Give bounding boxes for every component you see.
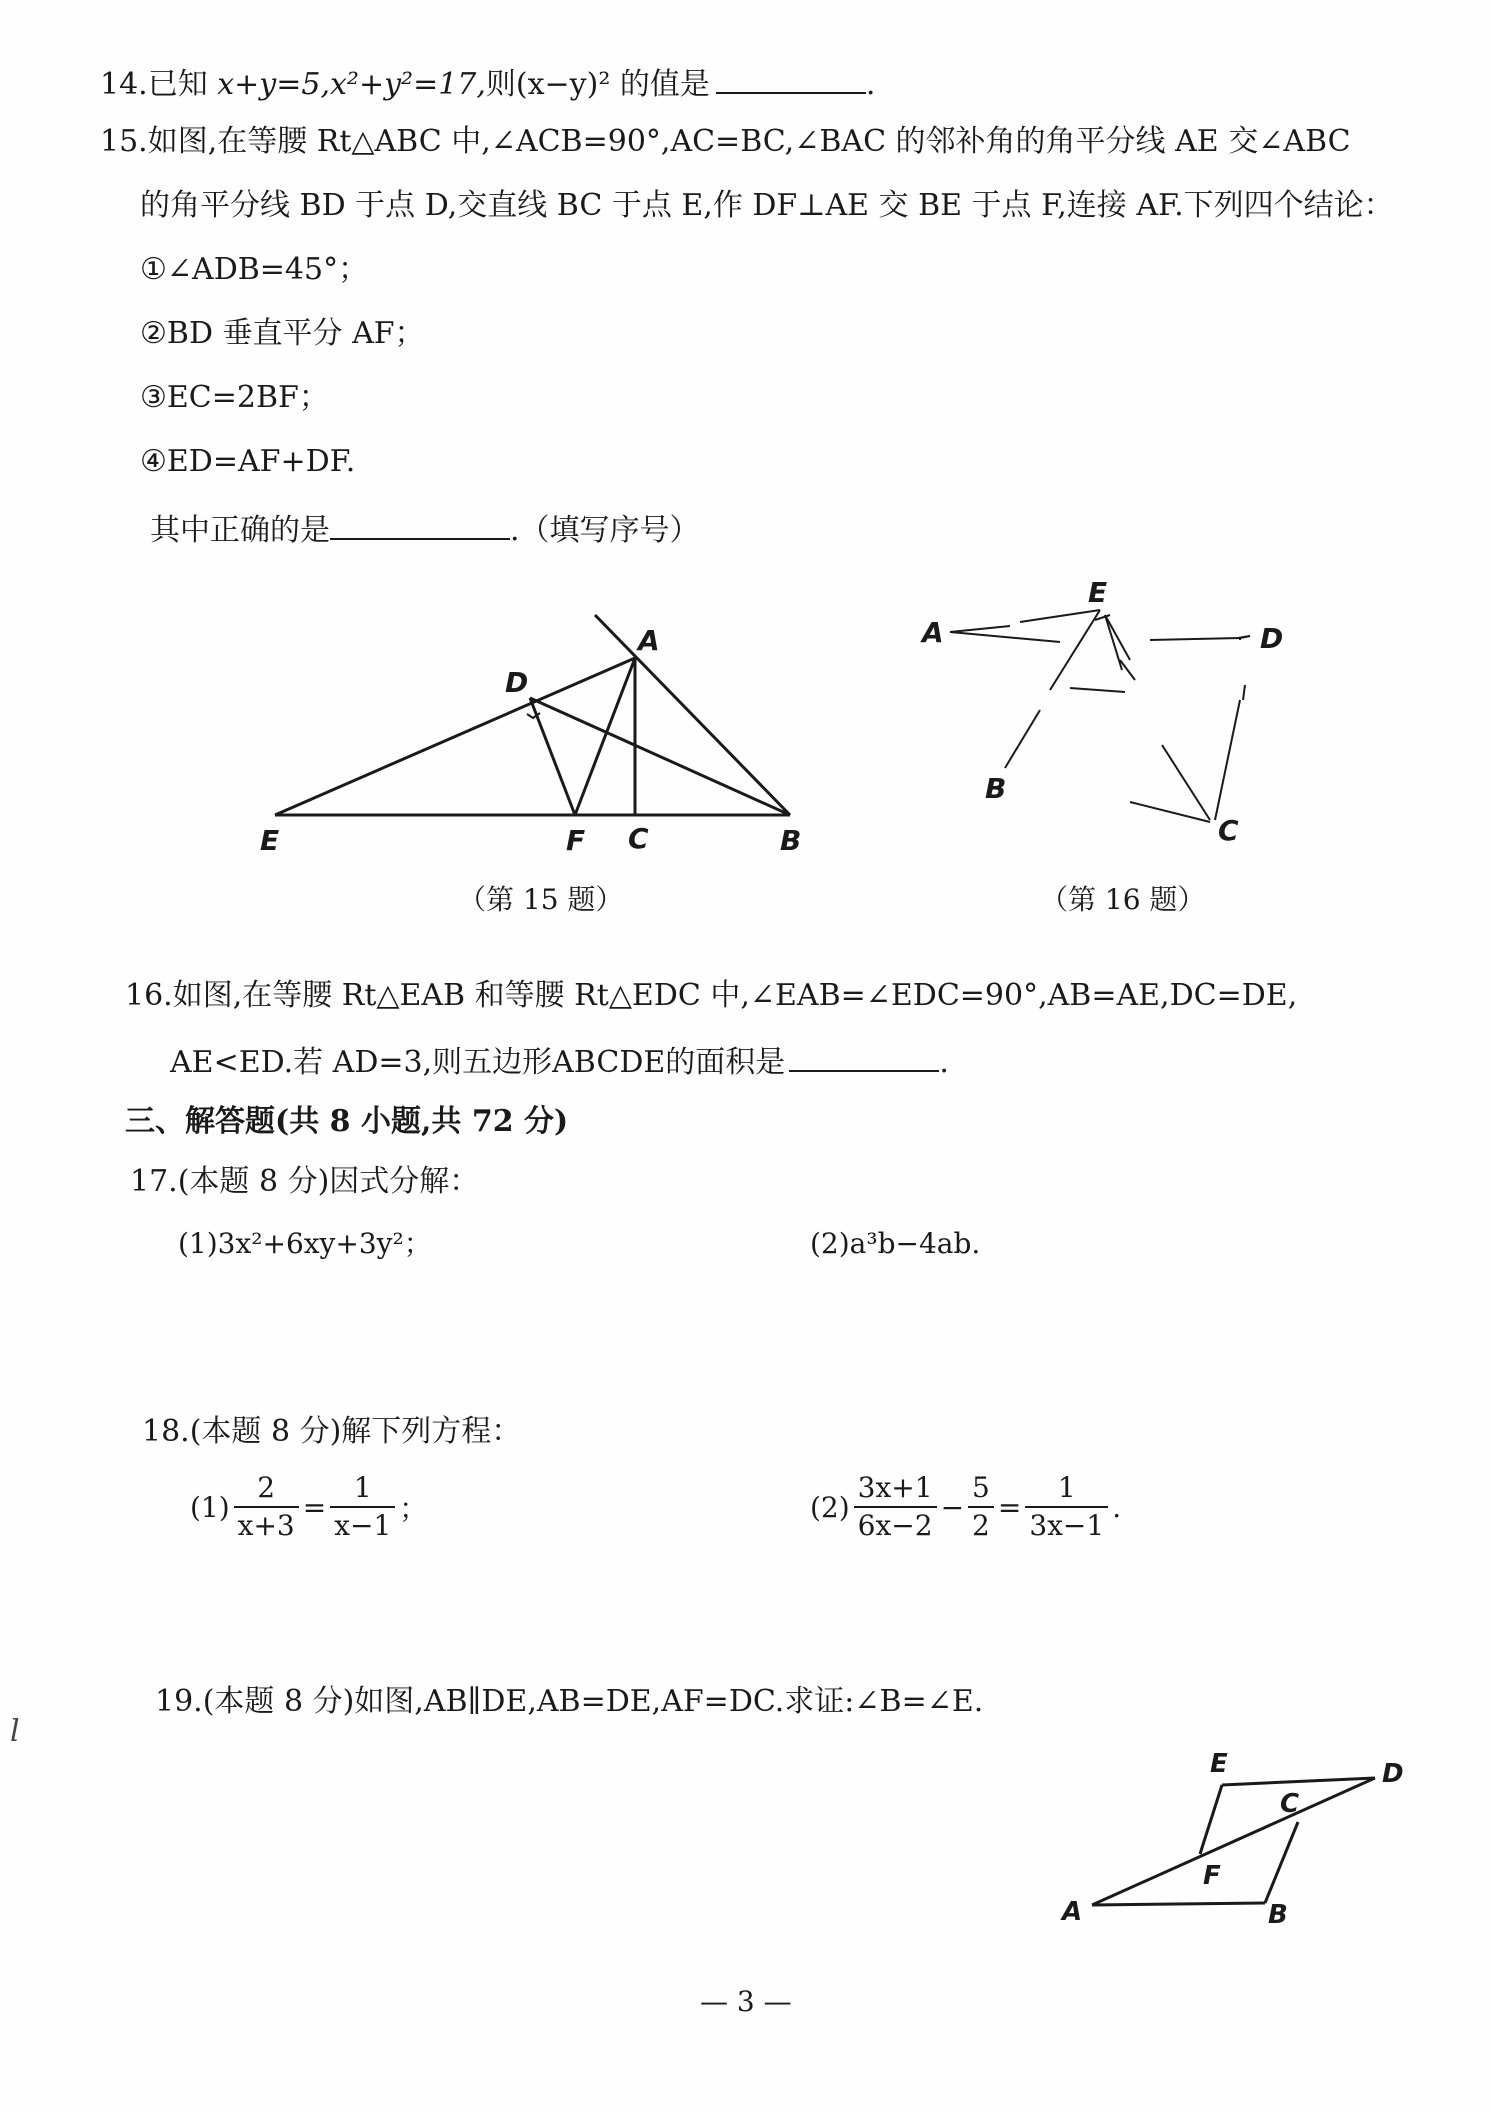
denominator: 6x−2: [857, 1509, 933, 1542]
q18-p1-label: (1): [190, 1490, 230, 1524]
q15-item-2: ②BD 垂直平分 AF；: [140, 316, 425, 351]
q16-line2-suffix: .: [939, 1045, 949, 1080]
q14-math: x+y=5,x²+y²=17,: [217, 67, 486, 102]
q16-answer-blank[interactable]: [789, 1040, 939, 1072]
fig15-label-d: D: [505, 666, 529, 699]
q16-line2: [170, 1040, 949, 1083]
fraction: [330, 1470, 395, 1544]
q15-answer-line: [150, 508, 700, 551]
q18-p2-label: (2): [810, 1490, 850, 1524]
q16-line1: 16.如图,在等腰 Rt△EAB 和等腰 Rt△EDC 中,∠EAB=∠EDC=90°,AB=AE,DC=DE,: [125, 978, 1298, 1013]
q18-p2-end: .: [1112, 1490, 1122, 1524]
q18-equation-1: [190, 1470, 427, 1544]
fraction: [968, 1470, 994, 1544]
numerator: 1: [330, 1470, 395, 1508]
fig16-label-b: B: [985, 772, 1007, 805]
q15-answer-suffix: .（填写序号）: [510, 513, 700, 548]
fig16-label-e: E: [1088, 576, 1108, 609]
q15-line1: 15.如图,在等腰 Rt△ABC 中,∠ACB=90°,AC=BC,∠BAC 的邻补角的角平分线 AE 交∠ABC: [100, 124, 1351, 159]
margin-mark: l: [10, 1714, 20, 1749]
q14-end: .: [865, 67, 876, 102]
numerator: 1: [1025, 1470, 1108, 1508]
q15-item-1: ①∠ADB=45°；: [140, 252, 369, 287]
denominator: 3x−1: [1029, 1509, 1105, 1542]
section-3-heading: 三、解答题(共 8 小题,共 72 分): [125, 1104, 569, 1139]
fig16-label-c: C: [1218, 814, 1239, 847]
fig15-label-f: F: [566, 824, 586, 857]
q15-answer-blank[interactable]: [330, 508, 510, 540]
fig19-label-b: B: [1268, 1900, 1288, 1930]
fig15-caption: （第 15 题）: [458, 883, 624, 916]
denominator: x+3: [237, 1509, 295, 1542]
q18-title: 18.(本题 8 分)解下列方程：: [142, 1414, 522, 1449]
fig19-label-c: C: [1280, 1789, 1300, 1819]
q14-prefix: 14.已知: [100, 67, 218, 102]
denominator: x−1: [334, 1509, 392, 1542]
fig19-label-e: E: [1210, 1749, 1228, 1779]
q18-equation-2: [810, 1470, 1121, 1544]
q14-answer-blank[interactable]: [716, 62, 866, 94]
fig15-label-b: B: [780, 824, 802, 857]
fraction: [854, 1470, 937, 1544]
equals-sign: =: [302, 1490, 327, 1524]
fig16-caption: （第 16 题）: [1040, 883, 1206, 916]
denominator: 2: [972, 1509, 990, 1542]
figure-15: [250, 600, 830, 870]
numerator: 2: [234, 1470, 299, 1508]
q18-p1-end: ；: [399, 1492, 428, 1525]
page-number: — 3 —: [700, 1985, 792, 2018]
q16-line2-prefix: AE<ED.若 AD=3,则五边形ABCDE的面积是: [170, 1045, 786, 1080]
fraction: [1025, 1470, 1108, 1544]
q15-line2: 的角平分线 BD 于点 D,交直线 BC 于点 E,作 DF⊥AE 交 BE 于点 F,连接 AF.下列四个结论：: [140, 188, 1394, 223]
figure-16: [900, 570, 1320, 860]
q14-line: [100, 62, 875, 105]
q17-title: 17.(本题 8 分)因式分解：: [130, 1164, 480, 1199]
fig15-label-e: E: [260, 824, 280, 857]
q15-item-3: ③EC=2BF；: [140, 380, 329, 415]
numerator: 5: [968, 1470, 994, 1508]
q15-item-4: ④ED=AF+DF.: [140, 444, 356, 479]
q15-answer-prefix: 其中正确的是: [150, 513, 330, 548]
fig16-label-a: A: [922, 616, 944, 649]
q14-suffix: 则(x−y)² 的值是: [485, 67, 710, 102]
figure-19: [1040, 1740, 1420, 1940]
q17-part2: (2)a³b−4ab.: [810, 1227, 981, 1260]
q17-part1: (1)3x²+6xy+3y²；: [178, 1227, 432, 1260]
q19-text: 19.(本题 8 分)如图,AB∥DE,AB=DE,AF=DC.求证:∠B=∠E.: [155, 1684, 984, 1719]
minus-sign: −: [940, 1490, 965, 1524]
fig15-label-c: C: [628, 822, 649, 855]
equals-sign: =: [997, 1490, 1022, 1524]
fig15-label-a: A: [638, 624, 660, 657]
fig19-label-f: F: [1203, 1861, 1221, 1891]
fig19-label-a: A: [1062, 1897, 1083, 1927]
fig16-label-d: D: [1260, 622, 1284, 655]
numerator: 3x+1: [854, 1470, 937, 1508]
fig19-label-d: D: [1382, 1759, 1404, 1789]
fraction: [234, 1470, 299, 1544]
